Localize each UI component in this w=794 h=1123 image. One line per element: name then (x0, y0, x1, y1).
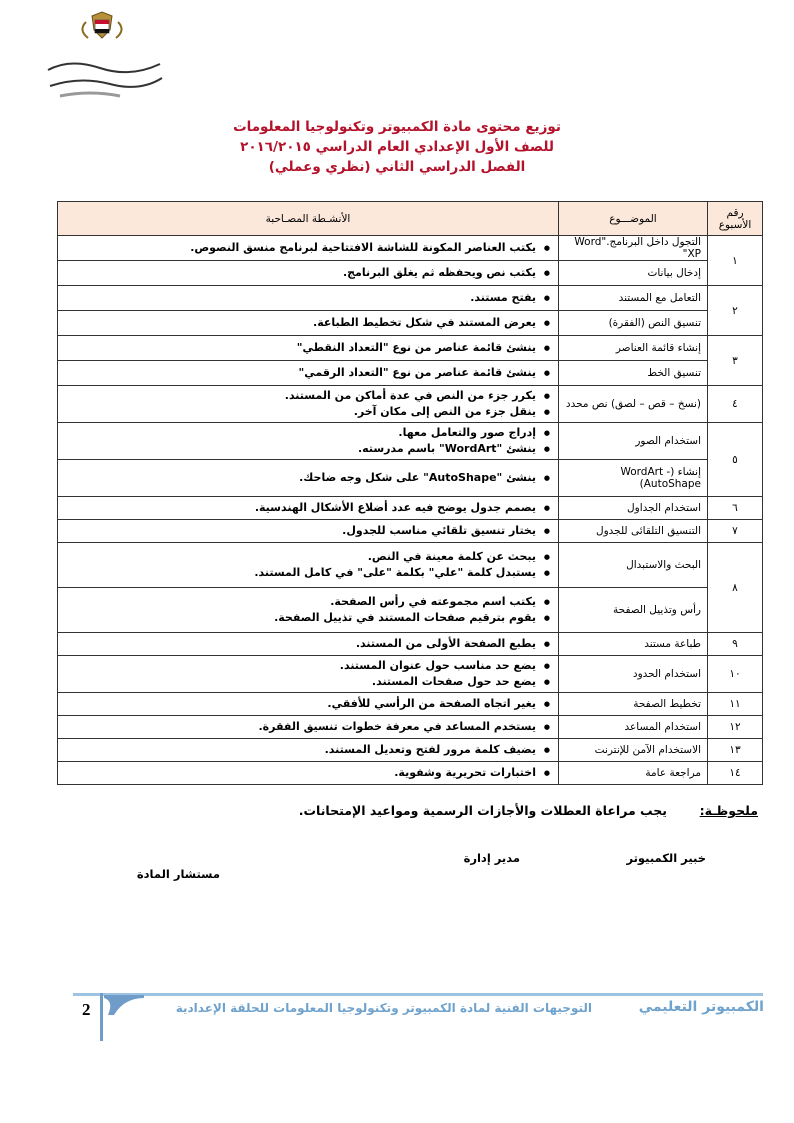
activity-item: ● يصمم جدول يوضح فيه عدد أضلاع الأشكال الهندسية. (64, 500, 536, 516)
activity-item: ● ينشئ قائمة عناصر من نوع "التعداد النقطي" (64, 340, 536, 356)
activities-cell (58, 656, 559, 693)
activity-item: ● ينشئ قائمة عناصر من نوع "التعداد الرقمي" (64, 365, 536, 381)
activity-item: ● اختبارات تحريرية وشفوية. (64, 765, 536, 781)
table-row (58, 460, 763, 497)
activity-item: ● ينقل جزء من النص إلى مكان آخر. (64, 404, 536, 420)
activities-cell (58, 460, 559, 497)
table-row (58, 236, 763, 261)
table-row (58, 543, 763, 588)
activities-cell (58, 261, 559, 286)
activities-cell (58, 423, 559, 460)
table-row (58, 693, 763, 716)
table-row (58, 656, 763, 693)
table-header-row (58, 202, 763, 236)
note-text: يجب مراعاة العطلات والأجازات الرسمية ومواعيد الإمتحانات. (298, 803, 667, 818)
topic-cell: استخدام الصور (559, 423, 708, 460)
topic-cell: التجول داخل البرنامج."Word XP" (559, 236, 708, 261)
signature-advisor: مستشار المادة (136, 867, 220, 881)
topic-cell: (نسخ – قص – لصق) نص محدد (559, 386, 708, 423)
note-label: ملحوظـة: (699, 803, 758, 818)
table-row (58, 520, 763, 543)
activities-cell (58, 386, 559, 423)
topic-cell: استخدام الجداول (559, 497, 708, 520)
topic-cell: البحث والاستبدال (559, 543, 708, 588)
activity-item: ● يستخدم المساعد في معرفة خطوات تنسيق الفقرة. (64, 719, 536, 735)
page-number: 2 (82, 1000, 91, 1019)
topic-cell: الاستخدام الآمن للإنترنت (559, 739, 708, 762)
topic-cell: تنسيق النص (الفقرة) (559, 311, 708, 336)
week-number: ١٣ (708, 739, 763, 762)
topic-cell: استخدام المساعد (559, 716, 708, 739)
footer-description: التوجيهات الفنية لمادة الكمبيوتر وتكنولوجيا المعلومات للحلقة الإعدادية (175, 1001, 592, 1015)
activities-cell (58, 633, 559, 656)
activity-item: ● يطبع الصفحة الأولى من المستند. (64, 636, 536, 652)
activities-cell (58, 361, 559, 386)
activity-item: ● ينشئ "AutoShape" على شكل وجه ضاحك. (64, 470, 536, 486)
table-row (58, 286, 763, 311)
activities-cell (58, 543, 559, 588)
table-row (58, 423, 763, 460)
activity-item: ● يبحث عن كلمة معينة في النص. (64, 549, 536, 565)
activity-item: ● إدراج صور والتعامل معها. (64, 425, 536, 441)
activity-item: ● يعرض المستند في شكل تخطيط الطباعة. (64, 315, 536, 331)
table-row (58, 361, 763, 386)
week-number: ١ (708, 236, 763, 286)
signature-director: مدير إدارة (463, 851, 520, 865)
topic-cell: استخدام الحدود (559, 656, 708, 693)
activity-item: ● يقوم بترقيم صفحات المستند في تذييل الصفحة. (64, 610, 536, 626)
week-number: ٣ (708, 336, 763, 386)
activity-item: ● يفتح مستند. (64, 290, 536, 306)
activity-item: ● يضع حد حول صفحات المستند. (64, 674, 536, 690)
activities-cell (58, 762, 559, 785)
activities-cell (58, 693, 559, 716)
page-number-bar (100, 993, 103, 1041)
topic-cell: تخطيط الصفحة (559, 693, 708, 716)
week-number: ٥ (708, 423, 763, 497)
week-number: ٦ (708, 497, 763, 520)
activity-item: ● يغير اتجاه الصفحة من الرأسي للأفقي. (64, 696, 536, 712)
document-term: الفصل الدراسي الثاني (نظري وعملي) (268, 159, 526, 175)
table-row (58, 336, 763, 361)
topic-cell: رأس وتذييل الصفحة (559, 588, 708, 633)
activity-item: ● يضع حد مناسب حول عنوان المستند. (64, 658, 536, 674)
week-number: ٢ (708, 286, 763, 336)
header-topic: الموضـــوع (559, 202, 708, 236)
activities-cell (58, 520, 559, 543)
activity-item: ● يختار تنسيق تلقائي مناسب للجدول. (64, 523, 536, 539)
week-number: ٨ (708, 543, 763, 633)
activity-item: ● يضيف كلمة مرور لفتح وتعديل المستند. (64, 742, 536, 758)
week-number: ١١ (708, 693, 763, 716)
activity-item: ● يستبدل كلمة "علي" بكلمة "على" في كامل المستند. (64, 565, 536, 581)
table-row (58, 497, 763, 520)
week-number: ٧ (708, 520, 763, 543)
footer-swoosh-icon (104, 993, 144, 1023)
activity-item: ● يكتب نص ويحفظه ثم يغلق البرنامج. (64, 265, 536, 281)
table-row (58, 311, 763, 336)
table-row (58, 633, 763, 656)
activity-item: ● يكتب اسم مجموعته في رأس الصفحة. (64, 594, 536, 610)
table-row (58, 762, 763, 785)
topic-cell: طباعة مستند (559, 633, 708, 656)
activities-cell (58, 739, 559, 762)
document-title: توزيع محتوى مادة الكمبيوتر وتكنولوجيا المعلومات (233, 119, 561, 135)
topic-cell: إنشاء قائمة العناصر (559, 336, 708, 361)
signature-expert: خبير الكمبيوتر (626, 851, 706, 865)
week-number: ١٤ (708, 762, 763, 785)
footer-rule (73, 993, 763, 996)
activities-cell (58, 716, 559, 739)
header-activities: الأنشـطة المصـاحبة (58, 202, 559, 236)
table-row (58, 588, 763, 633)
ministry-logo (40, 8, 170, 108)
table-row (58, 739, 763, 762)
topic-cell: إنشاء (WordArt - AutoShape) (559, 460, 708, 497)
activities-cell (58, 236, 559, 261)
activities-cell (58, 336, 559, 361)
topic-cell: التعامل مع المستند (559, 286, 708, 311)
topic-cell: مراجعة عامة (559, 762, 708, 785)
topic-cell: إدخال بيانات (559, 261, 708, 286)
week-number: ٤ (708, 386, 763, 423)
topic-cell: تنسيق الخط (559, 361, 708, 386)
schedule-table (57, 201, 763, 785)
table-row (58, 716, 763, 739)
topic-cell: التنسيق التلقائى للجدول (559, 520, 708, 543)
document-subtitle: للصف الأول الإعدادي العام الدراسي ٢٠١٦/٢٠١٥ (240, 139, 554, 155)
activities-cell (58, 497, 559, 520)
week-number: ١٢ (708, 716, 763, 739)
week-number: ١٠ (708, 656, 763, 693)
activities-cell (58, 311, 559, 336)
header-week: رقم الأسبوع (708, 202, 763, 236)
table-row (58, 386, 763, 423)
activities-cell (58, 286, 559, 311)
table-row (58, 261, 763, 286)
activity-item: ● يكرر جزء من النص في عدة أماكن من المستند. (64, 388, 536, 404)
activities-cell (58, 588, 559, 633)
activity-item: ● ينشئ "WordArt" باسم مدرسته. (64, 441, 536, 457)
activity-item: ● يكتب العناصر المكونة للشاشة الافتتاحية لبرنامج منسق النصوص. (64, 240, 536, 256)
week-number: ٩ (708, 633, 763, 656)
footer-brand: الكمبيوتر التعليمي (638, 999, 764, 1015)
